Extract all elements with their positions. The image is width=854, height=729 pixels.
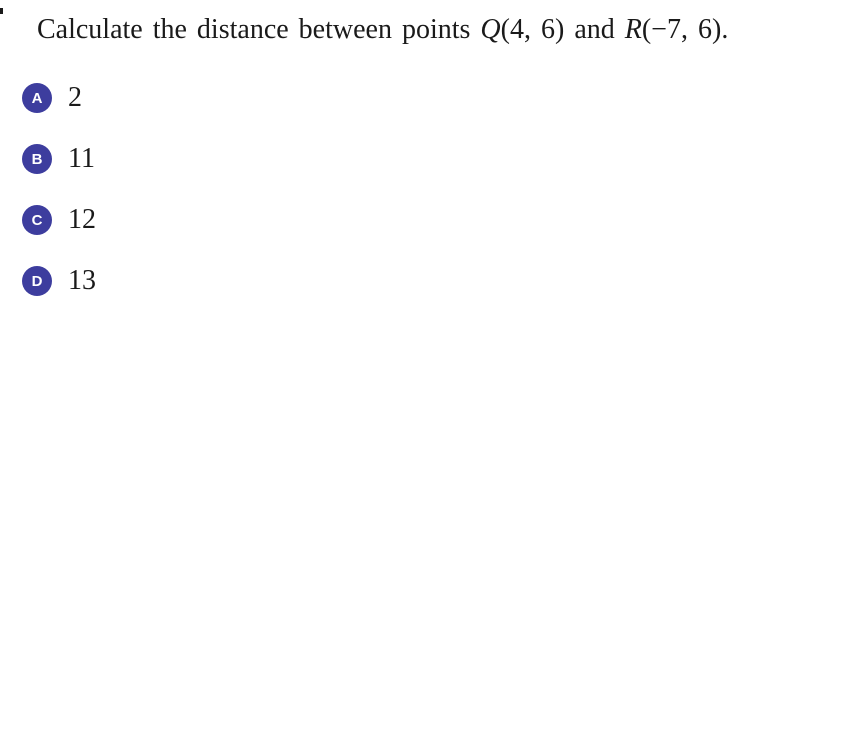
choice-c-text[interactable]: 12 <box>68 204 96 235</box>
edge-mark <box>0 8 3 14</box>
question-connector: and <box>564 14 625 45</box>
question-suffix: . <box>721 14 729 45</box>
choice-d-text[interactable]: 13 <box>68 265 96 296</box>
point-r-name: R <box>624 14 642 45</box>
point-r-coords: (−7, 6) <box>641 14 722 45</box>
choice-c-badge[interactable]: C <box>22 205 52 235</box>
choice-d[interactable] <box>22 261 96 301</box>
choice-c[interactable] <box>22 200 96 240</box>
choice-b-badge[interactable]: B <box>22 144 52 174</box>
choice-a-text[interactable]: 2 <box>68 82 82 113</box>
question-text <box>37 10 728 50</box>
point-q-coords: (4, 6) <box>500 14 565 45</box>
choice-a[interactable] <box>22 78 96 118</box>
choice-b[interactable] <box>22 139 96 179</box>
point-q-name: Q <box>480 14 501 45</box>
choice-b-text[interactable]: 11 <box>68 143 95 174</box>
question-prefix: Calculate the distance between points <box>37 14 481 45</box>
choice-d-badge[interactable]: D <box>22 266 52 296</box>
answer-choices <box>22 78 96 322</box>
choice-a-badge[interactable]: A <box>22 83 52 113</box>
